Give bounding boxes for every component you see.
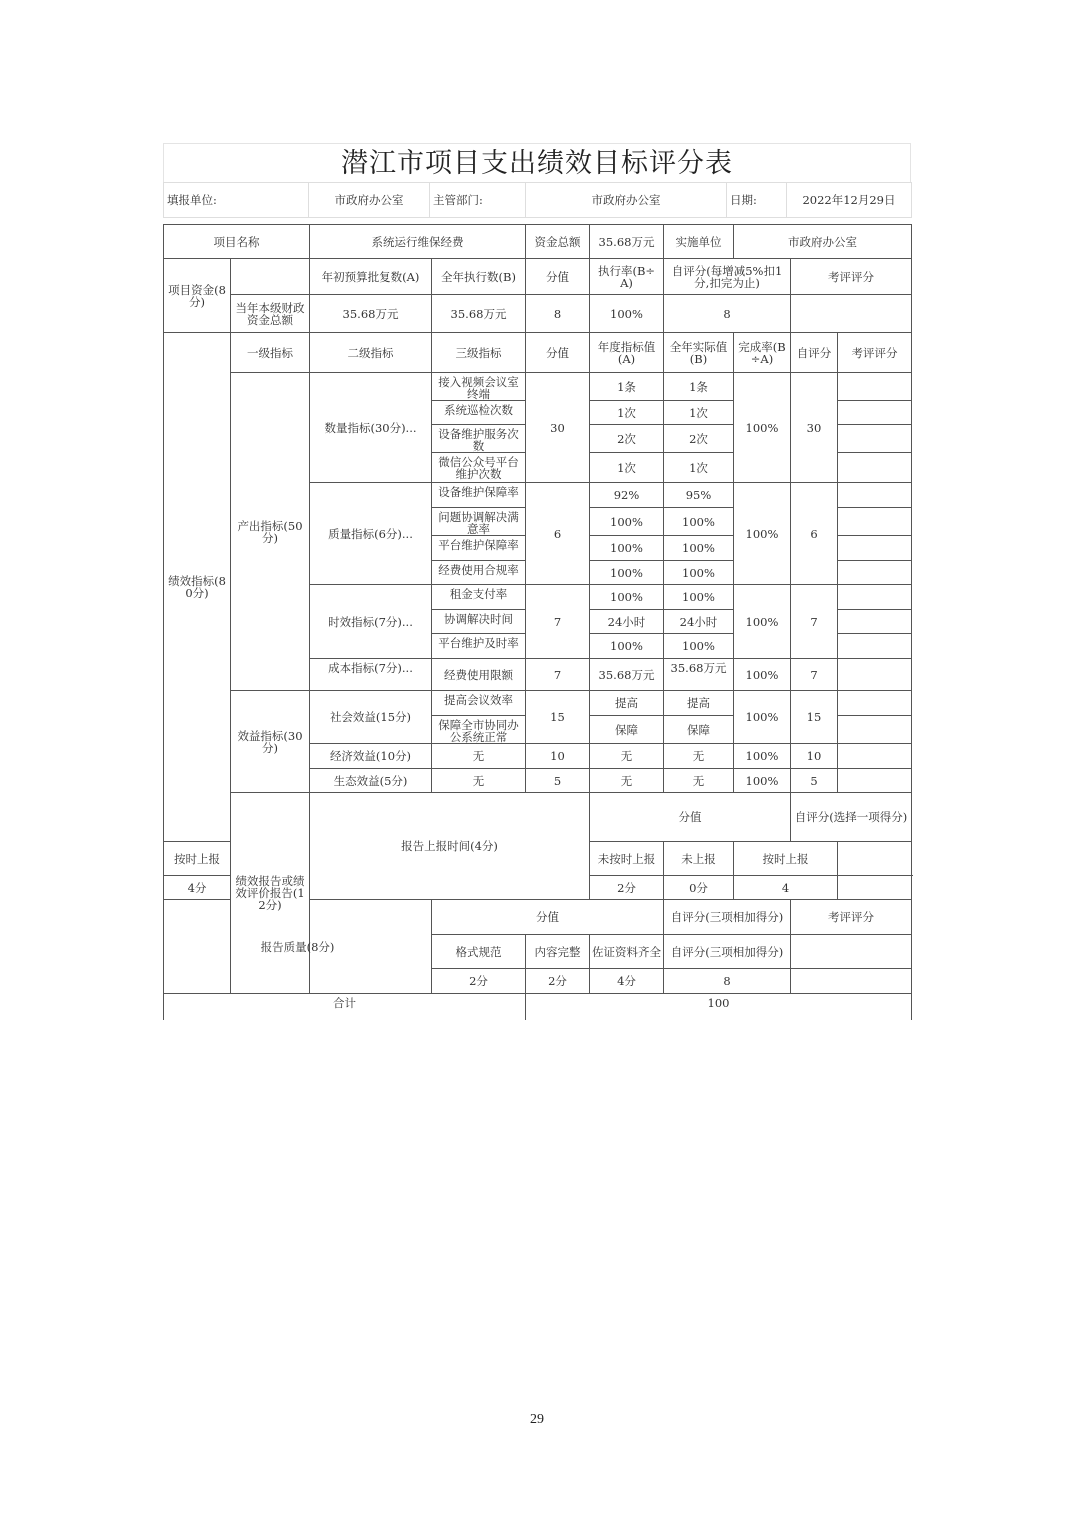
eval-cell xyxy=(838,691,912,716)
perf-label: 绩效指标(80分) xyxy=(164,333,231,842)
indicator-name: 经费使用合规率 xyxy=(432,561,526,585)
quality-self: 6 xyxy=(791,483,838,585)
option-score: 4分 xyxy=(164,876,231,900)
actual-value: 95% xyxy=(664,483,734,508)
quality-rate: 100% xyxy=(734,483,791,585)
total-value: 100 xyxy=(526,994,912,1020)
funds-label: 项目资金(8分) xyxy=(164,259,231,333)
actual-value: 2次 xyxy=(664,425,734,453)
timeliness-label: 时效指标(7分)... xyxy=(310,585,432,659)
target-value: 35.68万元 xyxy=(590,659,664,691)
indicator-name: 设备维护保障率 xyxy=(432,483,526,508)
social-self: 15 xyxy=(791,691,838,744)
quantity-label: 数量指标(30分)... xyxy=(310,373,432,483)
eval-cell xyxy=(838,610,912,634)
self-score-header: 自评分(每增减5%扣1分,扣完为止) xyxy=(664,259,791,295)
eval-cell xyxy=(838,561,912,585)
option-score: 4分 xyxy=(590,969,664,994)
impl-unit-value: 市政府办公室 xyxy=(734,225,912,259)
report-time-label: 报告上报时间(4分) xyxy=(310,793,590,900)
option-not-reported: 未上报 xyxy=(664,842,734,876)
score-sheet xyxy=(163,143,911,1020)
option-complete: 内容完整 xyxy=(526,935,590,969)
report-header-row xyxy=(164,793,912,842)
actual-value: 35.68万元 xyxy=(664,659,734,691)
eval-cell xyxy=(838,744,912,769)
indicator-name: 保障全市协同办公系统正常 xyxy=(432,716,526,744)
quantity-rate: 100% xyxy=(734,373,791,483)
eval-cell xyxy=(838,769,912,793)
actual-value: 无 xyxy=(664,769,734,793)
impl-unit-label: 实施单位 xyxy=(664,225,734,259)
option-on-time: 按时上报 xyxy=(164,842,231,876)
eval-cell xyxy=(838,585,912,610)
funds-self-score: 8 xyxy=(664,295,791,333)
quality-label: 质量指标(6分)... xyxy=(310,483,432,585)
target-value: 1次 xyxy=(590,401,664,425)
perf-header-eval: 考评评分 xyxy=(838,333,912,373)
actual-value: 100% xyxy=(664,585,734,610)
indicator-name: 微信公众号平台维护次数 xyxy=(432,453,526,483)
perf-header-row xyxy=(164,333,912,373)
timeliness-self: 7 xyxy=(791,585,838,659)
indicator-name: 经费使用限额 xyxy=(432,659,526,691)
timeliness-score: 7 xyxy=(526,585,590,659)
indicator-name: 租金支付率 xyxy=(432,585,526,610)
economic-score: 10 xyxy=(526,744,590,769)
target-value: 2次 xyxy=(590,425,664,453)
actual-value: 1次 xyxy=(664,453,734,483)
perf-header-target: 年度指标值(A) xyxy=(590,333,664,373)
option-score: 0分 xyxy=(664,876,734,900)
funds-eval-score xyxy=(791,295,912,333)
ecological-label: 生态效益(5分) xyxy=(310,769,432,793)
report-quality-label: 报告质量(8分) xyxy=(164,900,432,994)
total-row xyxy=(164,994,912,1020)
economic-rate: 100% xyxy=(734,744,791,769)
dept-value: 市政府办公室 xyxy=(526,183,727,218)
score-table xyxy=(163,224,912,1020)
indicator-name: 提高会议效率 xyxy=(432,691,526,716)
quantity-score: 30 xyxy=(526,373,590,483)
exec-rate: 100% xyxy=(590,295,664,333)
budget-value: 35.68万元 xyxy=(310,295,432,333)
project-row xyxy=(164,225,912,259)
output-label: 产出指标(50分) xyxy=(231,373,310,691)
page-number: 29 xyxy=(530,1412,544,1427)
eval-cell xyxy=(838,634,912,659)
total-funds-value: 35.68万元 xyxy=(590,225,664,259)
eval-cell xyxy=(838,508,912,536)
actual-value: 100% xyxy=(664,536,734,561)
project-name-value: 系统运行维保经费 xyxy=(310,225,526,259)
cost-rate: 100% xyxy=(734,659,791,691)
eval-header: 考评评分 xyxy=(791,259,912,295)
eval-cell xyxy=(838,659,912,691)
option-score: 2分 xyxy=(432,969,526,994)
indicator-name: 平台维护保障率 xyxy=(432,536,526,561)
social-label: 社会效益(15分) xyxy=(310,691,432,744)
eval-cell xyxy=(838,425,912,453)
target-value: 100% xyxy=(590,585,664,610)
perf-header-level1: 一级指标 xyxy=(231,333,310,373)
budget-header: 年初预算批复数(A) xyxy=(310,259,432,295)
empty-cell xyxy=(231,259,310,295)
indicator-name: 平台维护及时率 xyxy=(432,634,526,659)
option-late: 未按时上报 xyxy=(590,842,664,876)
indicator-name: 协调解决时间 xyxy=(432,610,526,634)
target-value: 92% xyxy=(590,483,664,508)
eval-cell xyxy=(838,536,912,561)
eval-cell xyxy=(791,969,912,994)
perf-header-score: 分值 xyxy=(526,333,590,373)
dept-label: 主管部门: xyxy=(430,183,526,218)
target-value: 100% xyxy=(590,536,664,561)
actual-value: 提高 xyxy=(664,691,734,716)
report-label: 绩效报告或绩效评价报告(12分) xyxy=(231,793,310,994)
quantity-self: 30 xyxy=(791,373,838,483)
target-value: 保障 xyxy=(590,716,664,744)
eval-cell xyxy=(838,842,912,876)
indicator-name: 系统巡检次数 xyxy=(432,401,526,425)
cost-label: 成本指标(7分)... xyxy=(310,659,432,691)
funds-score: 8 xyxy=(526,295,590,333)
funds-header-row xyxy=(164,259,912,295)
unit-value: 市政府办公室 xyxy=(309,183,430,218)
option-evidence: 佐证资料齐全 xyxy=(590,935,664,969)
report-score-header: 分值 xyxy=(590,793,791,842)
economic-label: 经济效益(10分) xyxy=(310,744,432,769)
report-time-self-text: 按时上报 xyxy=(734,842,838,876)
ecological-rate: 100% xyxy=(734,769,791,793)
actual-value: 1条 xyxy=(664,373,734,401)
target-value: 100% xyxy=(590,561,664,585)
table-row xyxy=(164,373,912,401)
target-value: 提高 xyxy=(590,691,664,716)
indicator-name: 无 xyxy=(432,769,526,793)
perf-header-self: 自评分 xyxy=(791,333,838,373)
social-rate: 100% xyxy=(734,691,791,744)
target-value: 无 xyxy=(590,769,664,793)
eval-cell xyxy=(838,483,912,508)
actual-value: 24小时 xyxy=(664,610,734,634)
report-self-header: 自评分(选择一项得分) xyxy=(791,793,912,842)
economic-self: 10 xyxy=(791,744,838,769)
report-quality-self-score: 8 xyxy=(664,969,791,994)
eval-cell xyxy=(838,716,912,744)
ecological-self: 5 xyxy=(791,769,838,793)
ecological-score: 5 xyxy=(526,769,590,793)
date-value: 2022年12月29日 xyxy=(787,183,912,218)
benefit-label: 效益指标(30分) xyxy=(231,691,310,793)
actual-value: 无 xyxy=(664,744,734,769)
perf-header-actual: 全年实际值(B) xyxy=(664,333,734,373)
report-self-header: 自评分(三项相加得分) xyxy=(664,900,791,935)
actual-value: 100% xyxy=(664,508,734,536)
funds-row-label: 当年本级财政资金总额 xyxy=(231,295,310,333)
option-score: 2分 xyxy=(590,876,664,900)
actual-value: 1次 xyxy=(664,401,734,425)
eval-cell xyxy=(838,876,912,900)
score-header: 分值 xyxy=(526,259,590,295)
eval-cell xyxy=(838,373,912,401)
report-time-self-score: 4 xyxy=(734,876,838,900)
page-title: 潜江市项目支出绩效目标评分表 xyxy=(163,143,911,182)
timeliness-rate: 100% xyxy=(734,585,791,659)
eval-cell xyxy=(791,935,912,969)
indicator-name: 设备维护服务次数 xyxy=(432,425,526,453)
total-funds-label: 资金总额 xyxy=(526,225,590,259)
option-score: 2分 xyxy=(526,969,590,994)
actual-value: 保障 xyxy=(664,716,734,744)
target-value: 24小时 xyxy=(590,610,664,634)
project-name-label: 项目名称 xyxy=(164,225,310,259)
target-value: 100% xyxy=(590,508,664,536)
info-row xyxy=(163,182,912,218)
date-label: 日期: xyxy=(727,183,787,218)
cost-score: 7 xyxy=(526,659,590,691)
social-score: 15 xyxy=(526,691,590,744)
perf-header-level3: 三级指标 xyxy=(432,333,526,373)
eval-cell xyxy=(838,401,912,425)
perf-header-rate: 完成率(B÷A) xyxy=(734,333,791,373)
indicator-name: 无 xyxy=(432,744,526,769)
rate-header: 执行率(B÷A) xyxy=(590,259,664,295)
funds-value-row xyxy=(164,295,912,333)
table-row xyxy=(164,691,912,716)
target-value: 无 xyxy=(590,744,664,769)
report-score-header: 分值 xyxy=(432,900,664,935)
eval-cell xyxy=(838,453,912,483)
target-value: 1次 xyxy=(590,453,664,483)
unit-label: 填报单位: xyxy=(164,183,309,218)
total-label: 合计 xyxy=(164,994,526,1020)
option-format: 格式规范 xyxy=(432,935,526,969)
indicator-name: 接入视频会议室终端 xyxy=(432,373,526,401)
target-value: 100% xyxy=(590,634,664,659)
exec-header: 全年执行数(B) xyxy=(432,259,526,295)
cost-self: 7 xyxy=(791,659,838,691)
target-value: 1条 xyxy=(590,373,664,401)
actual-value: 100% xyxy=(664,561,734,585)
quality-score: 6 xyxy=(526,483,590,585)
exec-value: 35.68万元 xyxy=(432,295,526,333)
perf-header-level2: 二级指标 xyxy=(310,333,432,373)
report-eval-header: 考评评分 xyxy=(791,900,912,935)
actual-value: 100% xyxy=(664,634,734,659)
report-self-header: 自评分(三项相加得分) xyxy=(664,935,791,969)
indicator-name: 问题协调解决满意率 xyxy=(432,508,526,536)
